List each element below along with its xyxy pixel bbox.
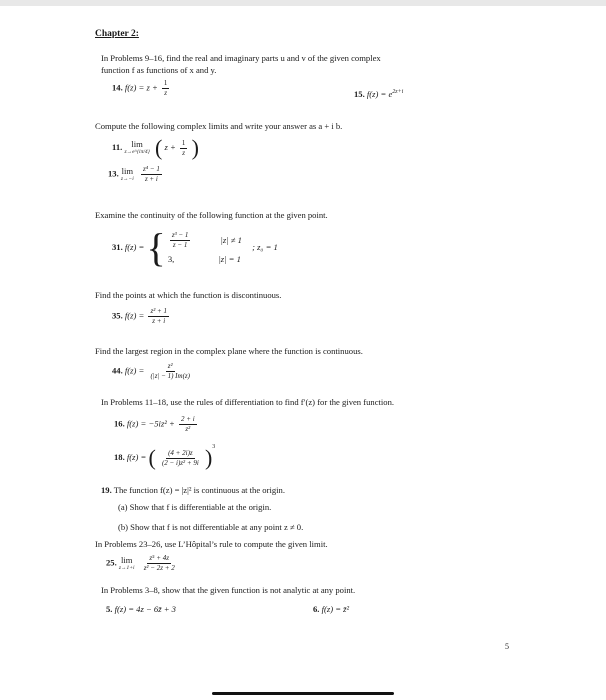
problem-18-frac-den: (2 − i)z² + 9i (161, 458, 199, 467)
problem-6 (313, 605, 349, 614)
problem-11-paren-close: ) (191, 135, 199, 160)
problem-16-frac-num: 2 + i (180, 415, 195, 423)
problem-44-fraction (148, 363, 191, 380)
problem-35-label: 35. (112, 310, 123, 321)
textbook-page (0, 6, 606, 700)
problem-16-fraction (179, 416, 197, 433)
problem-11-lim-word: lim (131, 139, 143, 150)
problem-11-frac-den: z (182, 148, 186, 157)
intro-limits: Compute the following complex limits and write your answer as a + i b. (95, 121, 343, 131)
problem-18 (114, 444, 215, 469)
problem-18-paren-close: ) (204, 445, 213, 471)
intro-11-18: In Problems 11–18, use the rules of differentiation to find f′(z) for the given function. (101, 397, 395, 407)
problem-25-lim-sub: z→1+i (118, 564, 135, 571)
problem-31-case-1 (168, 232, 242, 249)
problem-25-lim-word: lim (120, 554, 133, 565)
problem-15-exponent: 2z+i (392, 89, 404, 95)
problem-35-frac-den: z + i (152, 317, 166, 325)
problem-5 (106, 605, 176, 614)
problem-25-frac-den: z² − 2z + 2 (143, 564, 175, 572)
problem-35 (112, 308, 171, 325)
problem-31-case1-cond: |z| ≠ 1 (220, 234, 242, 245)
problem-25-limit (119, 556, 135, 571)
intro-discontinuous: Find the points at which the function is discontinuous. (95, 290, 282, 300)
problem-16-frac-den: z² (185, 425, 191, 433)
problem-31 (112, 225, 278, 270)
problem-44-label: 44. (112, 365, 123, 376)
problem-25-label: 25. (106, 557, 117, 568)
problem-16 (114, 416, 199, 433)
problem-31-case2-cond: |z| = 1 (218, 254, 241, 265)
home-indicator[interactable] (212, 692, 394, 695)
problem-35-fraction (148, 308, 169, 325)
chapter-title: Chapter 2: (95, 29, 139, 39)
problem-18-fraction (160, 450, 201, 467)
problem-19-part-b: (b) Show that f is not differentiable at any point z ≠ 0. (118, 522, 304, 532)
intro-3-8: In Problems 3–8, show that the given function is not analytic at any point. (101, 585, 356, 595)
problem-13-frac-den: z + i (144, 175, 158, 183)
problem-15-label: 15. (354, 88, 365, 99)
problem-14-lhs: f(z) = z + (124, 82, 158, 93)
problem-15-lhs: f(z) = e (366, 88, 393, 99)
problem-18-label: 18. (114, 452, 125, 462)
problem-13-lim-sub: z→−i (120, 175, 134, 182)
problem-11-lim-sub: z→e^{iπ/4} (124, 149, 150, 156)
problem-31-point: ; z₀ = 1 (252, 241, 278, 252)
problem-31-case1-num: z³ − 1 (171, 231, 189, 240)
problem-11-fraction (180, 140, 188, 157)
problem-11-paren-open: ( (154, 135, 163, 160)
problem-14-frac-num: 1 (163, 79, 168, 87)
problem-25-fraction (142, 555, 177, 572)
problem-31-lhs: f(z) = (124, 241, 145, 252)
problem-19 (101, 486, 285, 495)
problem-19-text: The function f(z) = |z|² is continuous at the origin. (113, 485, 285, 495)
problem-19-label: 19. (101, 485, 112, 495)
problem-35-lhs: f(z) = (124, 310, 145, 321)
problem-13-lim-word: lim (121, 165, 134, 176)
problem-14-label: 14. (112, 82, 123, 93)
problem-31-brace: { (146, 225, 166, 270)
problem-5-label: 5. (106, 604, 113, 614)
problem-11-expr: z + (164, 141, 176, 152)
problem-31-label: 31. (112, 241, 123, 252)
problem-14-frac-den: z (164, 89, 168, 97)
intro-9-16-line1: In Problems 9–16, find the real and imaginary parts u and v of the given complex (101, 53, 381, 63)
problem-31-case-2 (168, 255, 242, 264)
problem-35-frac-num: z² + 1 (150, 307, 168, 315)
intro-23-26: In Problems 23–26, use L’Hôpital’s rule to compute the given limit. (95, 539, 328, 549)
problem-13-fraction (141, 166, 162, 183)
problem-16-lhs: f(z) = −5iz² + (126, 418, 175, 429)
problem-18-frac-num: (4 + 2i)z (168, 448, 193, 457)
problem-44-frac-num: z² (167, 362, 173, 370)
problem-13-frac-num: z⁴ − 1 (142, 165, 160, 173)
problem-13-label: 13. (108, 168, 119, 179)
problem-6-label: 6. (313, 604, 320, 614)
problem-44-frac-den: (|z| − 1) Im(z) (150, 372, 190, 380)
problem-13-limit (121, 167, 134, 182)
problem-11-limit (124, 140, 149, 155)
problem-31-case1-fraction (170, 232, 191, 249)
intro-continuity: Examine the continuity of the following function at the given point. (95, 210, 328, 220)
problem-18-power: 3 (212, 444, 216, 450)
problem-15 (354, 89, 403, 98)
problem-44 (112, 363, 194, 380)
problem-14 (112, 80, 171, 97)
problem-13 (108, 166, 164, 183)
problem-6-expr: f(z) = z̄² (321, 604, 350, 614)
problem-19-part-a: (a) Show that f is differentiable at the origin. (118, 502, 272, 512)
problem-31-case2-val: 3, (167, 254, 175, 265)
problem-5-expr: f(z) = 4z − 6z̄ + 3 (114, 604, 176, 614)
problem-18-lhs: f(z) = (126, 452, 147, 462)
problem-44-lhs: f(z) = (124, 365, 145, 376)
problem-11-frac-num: 1 (181, 138, 186, 147)
problem-25 (106, 555, 179, 572)
problem-31-case1-den: z − 1 (172, 241, 188, 250)
page-number: 5 (505, 642, 509, 651)
problem-25-frac-num: z⁵ + 4z (149, 554, 169, 562)
problem-11-label: 11. (112, 141, 123, 152)
problem-31-cases (168, 232, 242, 264)
intro-region: Find the largest region in the complex plane where the function is continuous. (95, 346, 363, 356)
intro-9-16-line2: function f as functions of x and y. (101, 65, 217, 75)
problem-14-fraction (162, 80, 170, 97)
problem-16-label: 16. (114, 418, 125, 429)
problem-18-paren-open: ( (148, 445, 156, 471)
problem-11 (112, 137, 199, 159)
